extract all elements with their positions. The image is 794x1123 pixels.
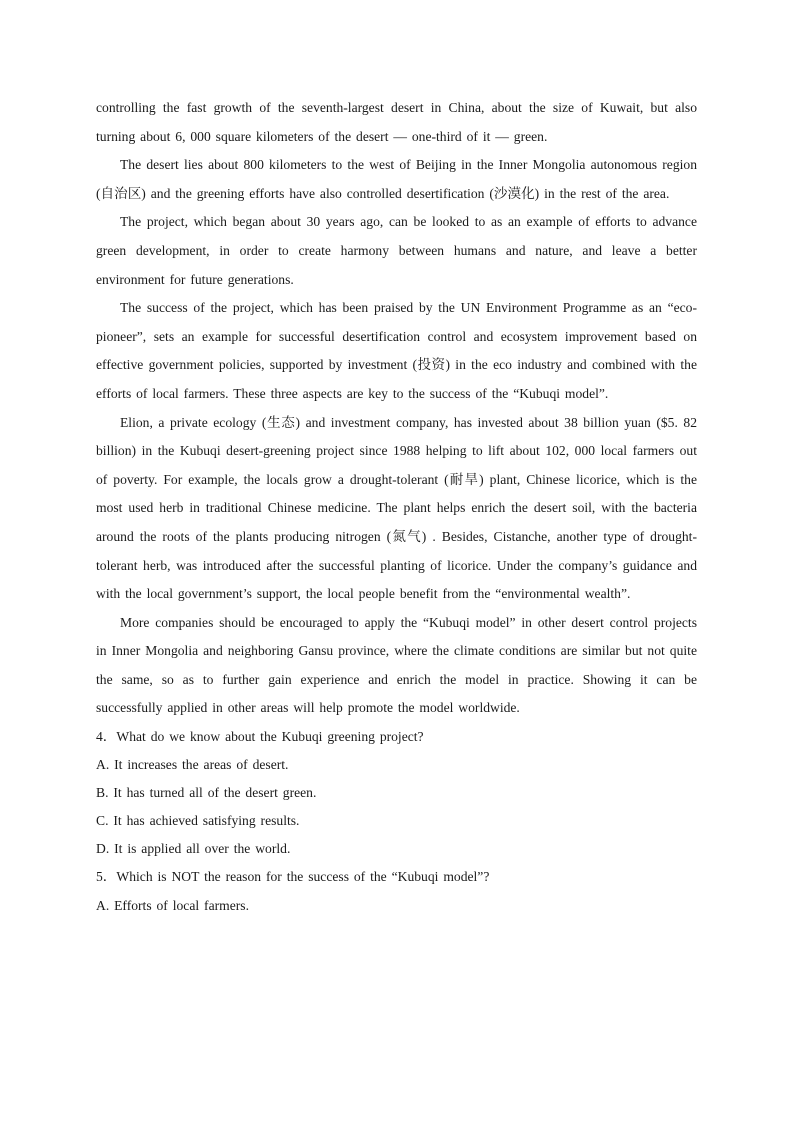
option-list bbox=[96, 751, 697, 863]
passage-paragraph: The desert lies about 800 kilometers to the west of Beijing in the Inner Mongolia autonomous region (自治区) and the greening efforts have also controlled desertification (沙漠化) in the rest of the area. bbox=[96, 157, 697, 201]
option-item: B. It has turned all of the desert green. bbox=[96, 785, 317, 801]
question-5 bbox=[96, 863, 697, 919]
question-stem: 4．What do we know about the Kubuqi greening project? bbox=[96, 729, 424, 745]
option-list bbox=[96, 892, 697, 920]
option-item: A. It increases the areas of desert. bbox=[96, 757, 289, 773]
question-stem: 5．Which is NOT the reason for the success of the “Kubuqi model”? bbox=[96, 869, 490, 885]
passage-paragraph: More companies should be encouraged to apply the “Kubuqi model” in other desert control projects in Inner Mongolia and neighboring Gansu province, where the climate conditions are similar but not quite the same, so as to further gain experience and enrich the model in practice. Showing it can be successfully applied in other areas will help promote the model worldwide. bbox=[96, 614, 697, 716]
option-item: C. It has achieved satisfying results. bbox=[96, 813, 300, 829]
passage-paragraph: Elion, a private ecology (生态) and investment company, has invested about 38 billion yuan ($5. 82 billion) in the Kubuqi desert-greening project since 1988 helping to lift about 102, 000 local farmers out of poverty. For example, the locals grow a drought-tolerant (耐旱) plant, Chinese licorice, which is the most used herb in traditional Chinese medicine. The plant helps enrich the desert soil, with the bacteria around the roots of the plants producing nitrogen (氮气) . Besides, Cistanche, another type of drought-tolerant herb, was introduced after the successful planting of licorice. Under the company’s guidance and with the local government’s support, the local people benefit from the “environmental wealth”. bbox=[96, 414, 697, 602]
passage-paragraph: controlling the fast growth of the seventh-largest desert in China, about the size of Kuwait, but also turning about 6, 000 square kilometers of the desert — one-third of it — green. bbox=[96, 100, 697, 144]
option-item: D. It is applied all over the world. bbox=[96, 841, 291, 857]
passage-paragraph: The project, which began about 30 years ago, can be looked to as an example of efforts to advance green development, in order to create harmony between humans and nature, and leave a better environment for future generations. bbox=[96, 214, 697, 287]
option-item: A. Efforts of local farmers. bbox=[96, 897, 249, 913]
document-page bbox=[96, 94, 697, 920]
passage-paragraph: The success of the project, which has been praised by the UN Environment Programme as an “eco-pioneer”, sets an example for successful desertification control and ecosystem improvement based on effective government policies, supported by investment (投资) in the eco industry and combined with the efforts of local farmers. These three aspects are key to the success of the “Kubuqi model”. bbox=[96, 300, 697, 401]
question-4 bbox=[96, 723, 697, 863]
